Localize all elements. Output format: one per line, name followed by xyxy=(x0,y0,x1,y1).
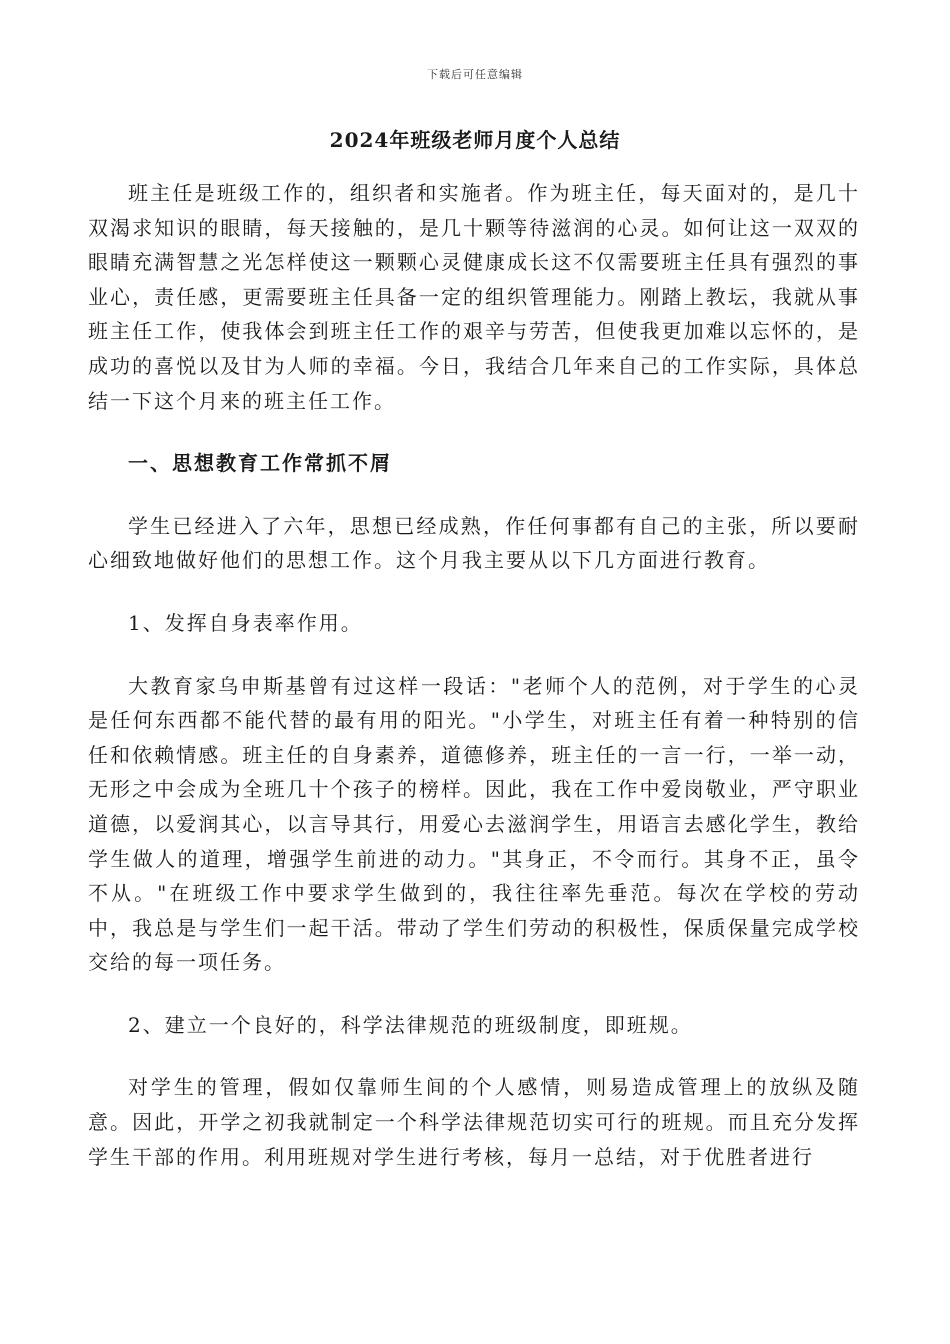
spacer xyxy=(88,481,860,509)
spacer xyxy=(88,418,860,446)
point-heading: 1、发挥自身表率作用。 xyxy=(128,610,363,635)
section-heading: 一、思想教育工作常抓不屑 xyxy=(128,451,392,476)
document-body xyxy=(88,176,860,1174)
spacer xyxy=(88,641,860,669)
spacer xyxy=(88,1042,860,1070)
section-paragraph: 学生已经进入了六年，思想已经成熟，作任何事都有自己的主张，所以要耐心细致地做好他们的思想工作。这个月我主要从以下几方面进行教育。 xyxy=(88,513,860,573)
point-heading: 2、建立一个良好的，科学法律规范的班级制度，即班规。 xyxy=(128,1012,693,1037)
spacer xyxy=(88,980,860,1008)
spacer xyxy=(88,578,860,606)
header-note: 下载后可任意编辑 xyxy=(427,68,523,81)
point-paragraph: 大教育家乌申斯基曾有过这样一段话："老师个人的范例，对于学生的心灵是任何东西都不能代替的最有用的阳光。"小学生，对班主任有着一种特别的信任和依赖情感。班主任的自身素养，道德修养，班主任的一言一行，一举一动，无形之中会成为全班几十个孩子的榜样。因此，我在工作中爱岗敬业，严守职业道德，以爱润其心，以言导其行，用爱心去滋润学生，用语言去感化学生，教给学生做人的道理，增强学生前进的动力。"其身正，不令而行。其身不正，虽令不从。"在班级工作中要求学生做到的，我往往率先垂范。每次在学校的劳动中，我总是与学生们一起干活。带动了学生们劳动的积极性，保质保量完成学校交给的每一项任务。 xyxy=(88,673,860,975)
intro-paragraph: 班主任是班级工作的，组织者和实施者。作为班主任，每天面对的，是几十双渴求知识的眼睛，每天接触的，是几十颗等待滋润的心灵。如何让这一双双的眼睛充满智慧之光怎样使这一颗颗心灵健康成长这不仅需要班主任具有强烈的事业心，责任感，更需要班主任具备一定的组织管理能力。刚踏上教坛，我就从事班主任工作，使我体会到班主任工作的艰辛与劳苦，但使我更加难以忘怀的，是成功的喜悦以及甘为人师的幸福。今日，我结合几年来自己的工作实际，具体总结一下这个月来的班主任工作。 xyxy=(88,181,860,413)
point-paragraph: 对学生的管理，假如仅靠师生间的个人感情，则易造成管理上的放纵及随意。因此，开学之初我就制定一个科学法律规范切实可行的班规。而且充分发挥学生干部的作用。利用班规对学生进行考核，每月一总结，对于优胜者进行 xyxy=(88,1075,860,1169)
document-title: 2024年班级老师月度个人总结 xyxy=(329,128,621,152)
